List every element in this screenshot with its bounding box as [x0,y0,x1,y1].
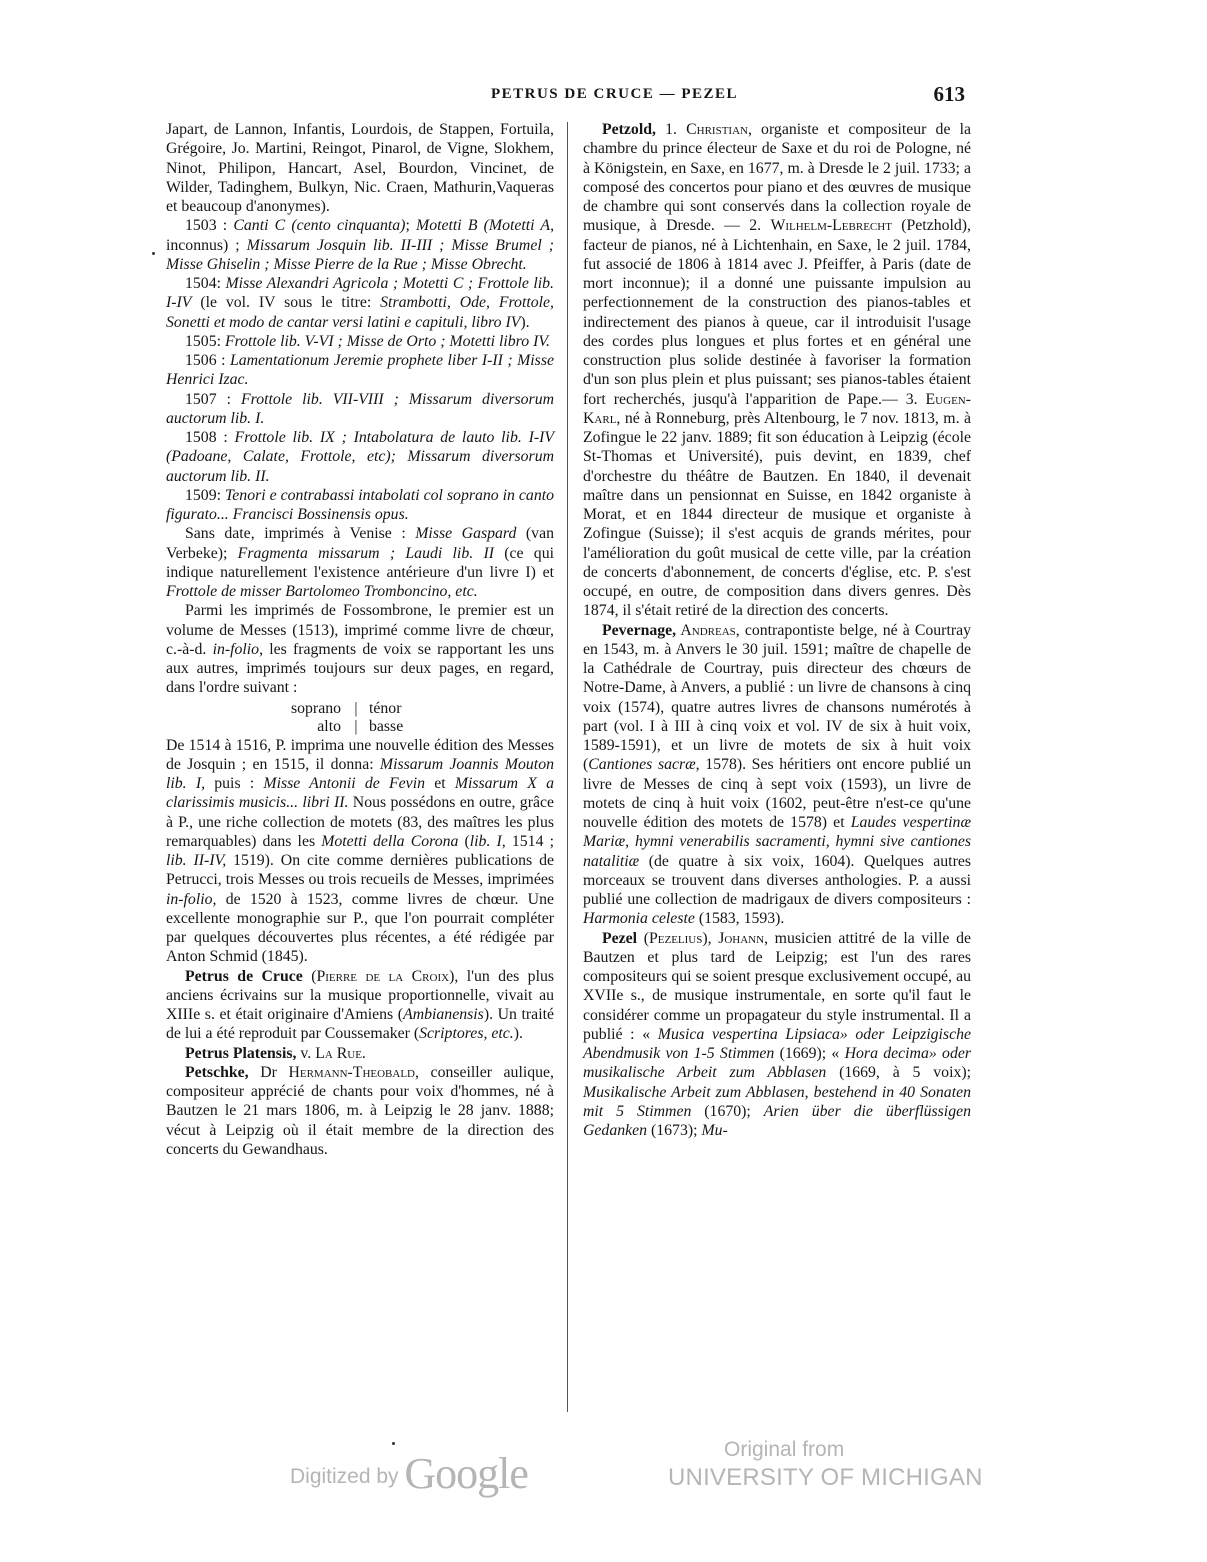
entry-pevernage: Pevernage, Andreas, contrapontiste belge, né à Courtray en 1543, m. à Anvers le 30 juil. 1591; maître de chapelle de la Cathédrale de Courtray, puis directeur des chœurs de Notre-Dame, à Anvers, a publié : un livre de chansons à cinq voix (1574), quatre autres livres de chansons numérotés à part (vol. I à III à cinq voix et vol. IV de six à huit voix, 1589-1591), et un livre de motets de six à huit voix (Cantiones sacræ, 1578). Ses héritiers ont encore publié un livre de Messes de cinq à sept voix (1593), un livre de motets de cinq à huit voix (1602, peut-être n'est-ce qu'une nouvelle édition des motets de 1578) et Laudes vespertinæ Mariæ, hymni venerabilis sacramenti, hymni sive cantiones natalitiæ (de quatre à six voix, 1604). Quelques autres morceaux se trouvent dans diverses anthologies. P. a aussi publié une collection de madrigaux de divers compositeurs : Harmonia celeste (1583, 1593). [583,621,971,928]
voice-row: alto | basse [317,717,404,735]
voice-order-table [166,700,554,736]
entry-1509: 1509: Tenori e contrabassi intabolati col soprano in canto figurato... Francisci Bossinensis opus. [166,486,555,523]
speck [152,252,155,255]
entry-petrus-de-cruce: Petrus de Cruce (Pierre de la Croix), l'un des plus anciens écrivains sur la musique proportionnelle, vivait au XIIIe s. et était originaire d'Amiens (Ambianensis). Un traité de lui a été reproduit par Coussemaker (Scriptores, etc.). [166,967,555,1043]
entry-1506: 1506 : Lamentationum Jeremie prophete liber I-II ; Misse Henrici Izac. [166,352,554,389]
digitized-by-google-watermark: Digitized by Google [290,1449,528,1498]
original-from-label: Original from [724,1438,845,1461]
entry-heading: Pezel [602,929,638,947]
entry-heading: Petrus de Cruce [185,967,303,985]
entry-1503: 1503 : Canti C (cento cinquanta); Motetti B (Motetti A, inconnus) ; Missarum Josquin lib. II-III ; Misse Brumel ; Misse Ghiselin ; Misse Pierre de la Rue ; Misse Obrecht. [166,217,555,273]
entry-heading: Petrus Platensis, [185,1044,297,1062]
entry-petrus-platensis: Petrus Platensis, v. La Rue. [185,1044,366,1062]
entry-petzold: Petzold, 1. Christian, organiste et compositeur de la chambre du prince électeur de Saxe et du roi de Pologne, né à Königstein, en Saxe, en 1677, m. à Dresde le 2 juil. 1733; a composé des concertos pour piano et des œuvres de musique de chambre qui sont conservés dans la collection royale de musique, à Dresde. — 2. Wilhelm-Lebrecht (Petzhold), facteur de pianos, né à Lichtenhain, en Saxe, le 2 juil. 1784, fut associé de 1806 à 1814 avec J. Pfeiffer, à Paris (date de mort inconnue); il a donné une puissante impulsion au perfectionnement de la construction des pianos-tables et indirectement des pianos à queue, car il introduisit l'usage des cordes plus longues et plus fortes et en général une construction plus solide destinée à favoriser la formation d'un son plus plein et plus puissant; ses pianos-tables étaient fort recherchés, jusqu'à l'apparition de Pape.— 3. Eugen-Karl, né à Ronneburg, près Altenbourg, le 7 nov. 1813, m. à Zofingue le 22 janv. 1889; fit son éducation à Leipzig (école St-Thomas et Université), puis devint, en 1839, chef d'orchestre du théâtre de Bautzen. En 1840, il devenait maître dans un pensionnat en Suisse, en 1842 organiste à Morat, et en 1844 directeur de musique et organiste à Zofingue (Suisse); il s'est acquis de grands mérites, pour l'amélioration du goût musical de cette ville, par la création de concerts d'abonnement, de concerts d'église, etc. P. s'est occupé, en outre, de composition dans divers genres. Dès 1874, il s'était retiré de la direction des concerts. [583,121,972,620]
university-label: UNIVERSITY OF MICHIGAN [668,1464,983,1491]
right-column [583,120,971,1140]
entry-heading: Petschke, [185,1063,249,1081]
entry-pezel: Pezel (Pezelius), Johann, musicien attitré de la ville de Bautzen et plus tard de Leipzig; est l'un des rares compositeurs qui se soient presque exclusivement occupé, au XVIIe s., de musique instrumentale, en sorte qu'il faut le considérer comme un propagateur du style instrumental. Il a publié : « Musica vespertina Lipsiaca» oder Leipzigische Abendmusik von 1-5 Stimmen (1669); « Hora decima» oder musikalische Arbeit zum Abblasen (1669, à 5 voix); Musikalische Arbeit zum Abblasen, bestehend in 40 Sonaten mit 5 Stimmen (1670); Arien über die überflüssigen Gedanken (1673); Mu- [583,929,972,1139]
google-logo: Google [404,1449,528,1498]
entry-heading: Petzold, [602,121,656,138]
page-header [166,82,973,112]
entry-1504: 1504: Misse Alexandri Agricola ; Motetti C ; Frottole lib. I-IV (le vol. IV sous le titre: Strambotti, Ode, Frottole, Sonetti et modo de cantar versi latini e capituli, libro IV). [166,275,555,331]
column-divider [567,122,568,1412]
paragraph-composers: Japart, de Lannon, Infantis, Lourdois, de Stappen, Fortuila, Grégoire, Jo. Martini, Reingot, Pinarol, de Vigne, Slokhem, Ninot, Philipon, Hancart, Asel, Bourdon, Vincinet, de Wilder, Tadinghem, Bulkyn, Nic. Craen, Mathurin,Vaqueras et beaucoup d'anonymes). [166,121,554,215]
entry-1508: 1508 : Frottole lib. IX ; Intabolatura de lauto lib. I-IV (Padoane, Calate, Frottole, etc); Missarum diversorum auctorum lib. II. [166,429,554,485]
paragraph-sans-date: Sans date, imprimés à Venise : Misse Gaspard (van Verbeke); Fragmenta missarum ; Laudi lib. II (ce qui indique naturellement l'existence antérieure d'un livre I) et Frottole de misser Bartolomeo Tromboncino, etc. [166,525,554,600]
entry-heading: Pevernage, [602,621,677,639]
page-number: 613 [933,82,965,106]
left-column [166,120,554,1159]
digitization-footer [0,1438,1207,1498]
entry-1507: 1507 : Frottole lib. VII-VIII ; Missarum diversorum auctorum lib. I. [166,390,555,427]
voice-row: soprano | ténor [290,699,402,717]
running-title: PETRUS DE CRUCE — PEZEL [490,86,739,102]
entry-petschke: Petschke, Dr Hermann-Theobald, conseiller aulique, compositeur apprécié de chants pour voix d'hommes, né à Bautzen le 21 mars 1806, m. à Leipzig le 28 janv. 1888; vécut à Leipzig où il était membre de la direction des concerts du Gewandhaus. [166,1063,554,1158]
paragraph-1514: De 1514 à 1516, P. imprima une nouvelle édition des Messes de Josquin ; en 1515, il donna: Missarum Joannis Mouton lib. I, puis : Misse Antonii de Fevin et Missarum X a clarissimis musicis... libri II. Nous possédons en outre, grâce à P., une riche collection de motets (83, des maîtres les plus remarquables) dans les Motetti della Corona (lib. I, 1514 ; lib. II-IV, 1519). On cite comme dernières publications de Petrucci, trois Messes ou trois recueils de Messes, imprimées in-folio, de 1520 à 1523, comme livres de chœur. Une excellente monographie sur P., que l'on pourrait compléter par quelques découvertes plus récentes, a été rédigée par Anton Schmid (1845). [166,736,554,966]
entry-1505: 1505: Frottole lib. V-VI ; Misse de Orto ; Motetti libro IV. [185,332,550,350]
paragraph-fossombrone: Parmi les imprimés de Fossombrone, le premier est un volume de Messes (1513), imprimé comme livre de chœur, c.-à-d. in-folio, les fragments de voix se rapportant les uns aux autres, imprimés toujours sur deux pages, en regard, dans l'ordre suivant : [166,602,554,697]
